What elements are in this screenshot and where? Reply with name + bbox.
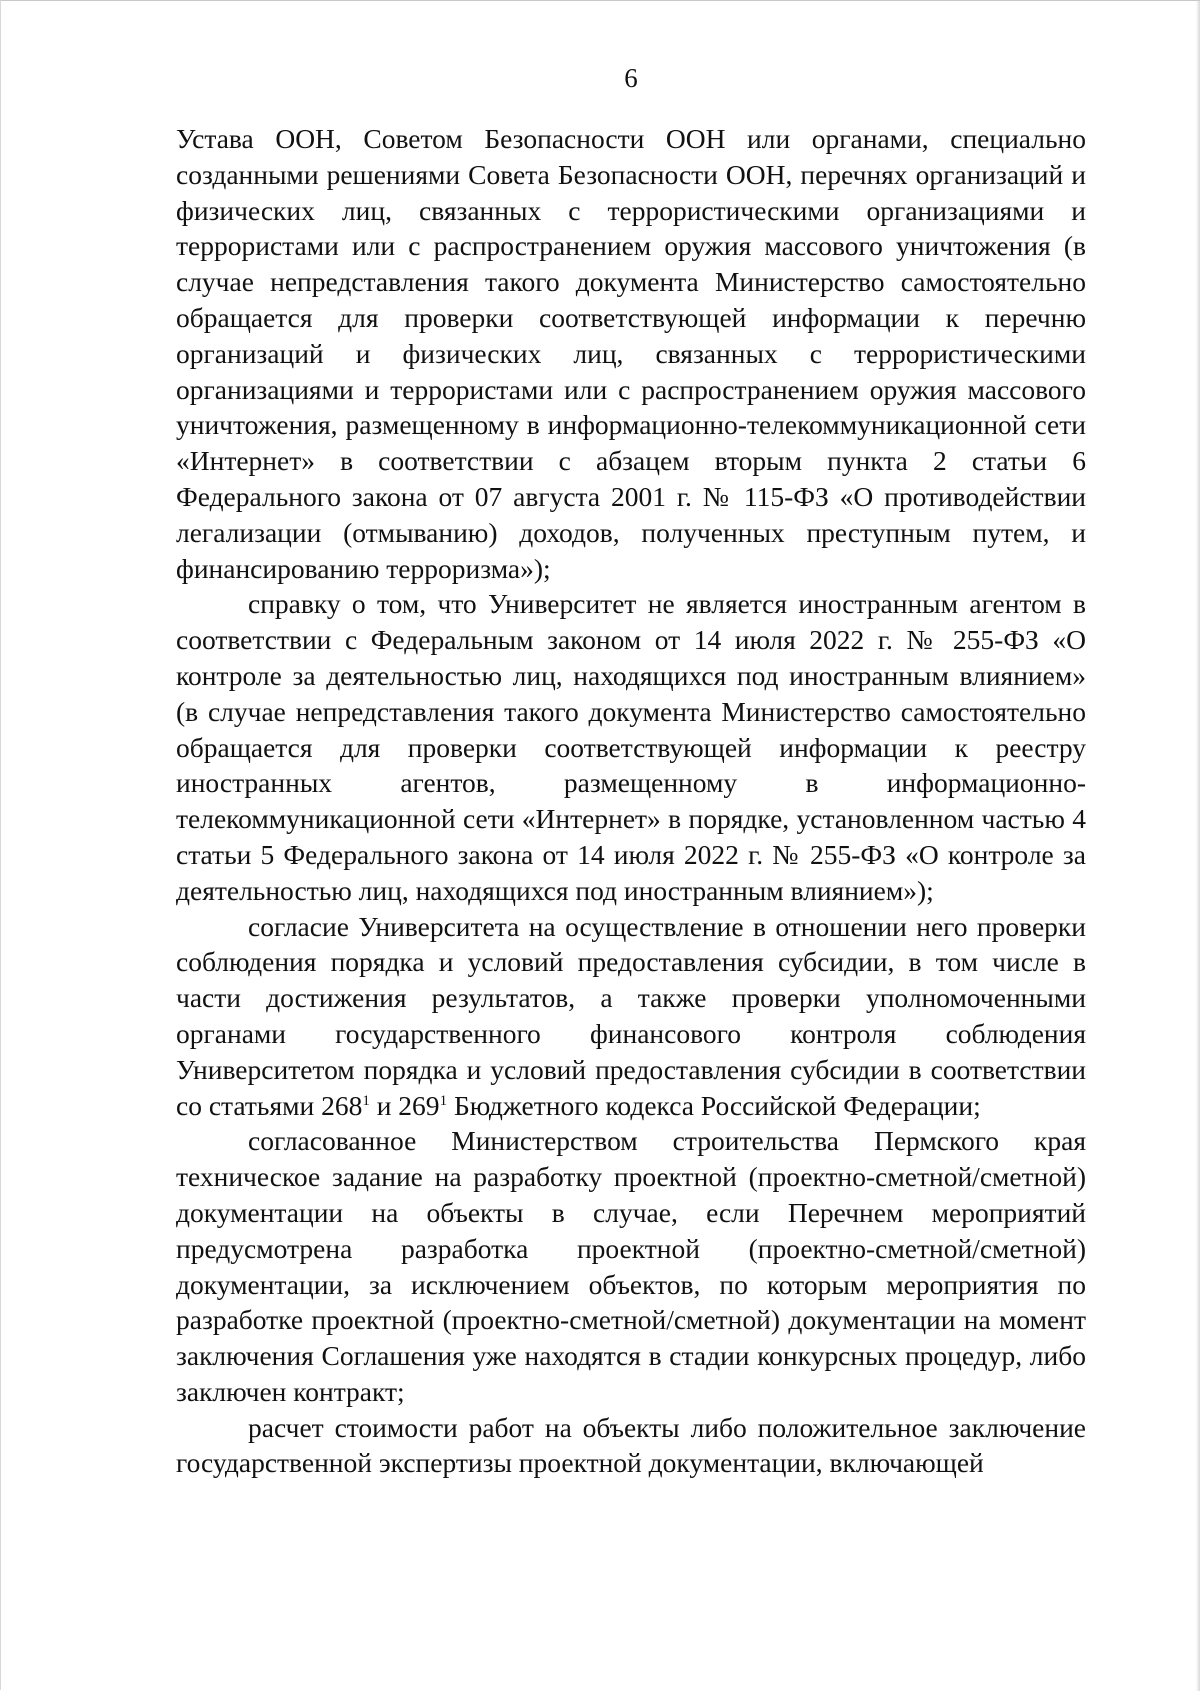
consent-text-before: согласие Университета на осуществление в отношении него проверки соблюдения порядка и условий предоставления субсидии, в том числе в части достижения результатов, а также проверки уполномоченными органами государственного финансового контроля соблюдения Университетом порядка и условий предоставления субсидии в соответствии со статьями 268 bbox=[176, 910, 1086, 1121]
paragraph-foreign-agent-certificate: справку о том, что Университет не является иностранным агентом в соответствии с Федеральным законом от 14 июля 2022 г. № 255-ФЗ «О контроле за деятельностью лиц, находящихся под иностранным влиянием» (в случае непредставления такого документа Министерство самостоятельно обращается для проверки соответствующей информации к реестру иностранных агентов, размещенному в информационно-телекоммуникационной сети «Интернет» в порядке, установленном частью 4 статьи 5 Федерального закона от 14 июля 2022 г. № 255-ФЗ «О контроле за деятельностью лиц, находящихся под иностранным влиянием»); bbox=[176, 588, 1086, 906]
paragraph-technical-assignment: согласованное Министерством строительства Пермского края техническое задание на разработку проектной (проектно-сметной/сметной) документации на объекты в случае, если Перечнем мероприятий предусмотрена разработка проектной (проектно-сметной/сметной) документации, за исключением объектов, по которым мероприятия по разработке проектной (проектно-сметной/сметной) документации на момент заключения Соглашения уже находятся в стадии конкурсных процедур, либо заключен контракт; bbox=[176, 1125, 1086, 1407]
consent-text-after: Бюджетного кодекса Российской Федерации; bbox=[447, 1089, 981, 1121]
superscript-article-268: 1 bbox=[362, 1092, 370, 1109]
paragraph-consent-to-audit bbox=[176, 909, 1086, 1124]
consent-text-middle: и 269 bbox=[369, 1089, 440, 1121]
paragraph-un-lists: Устава ООН, Советом Безопасности ООН или органами, специально созданными решениями Совета Безопасности ООН, перечнях организаций и физических лиц, связанных с террористическими организациями и террористами или с распространением оружия массового уничтожения (в случае непредставления такого документа Министерство самостоятельно обращается для проверки соответствующей информации к перечню организаций и физических лиц, связанных с террористическими организациями и террористами или с распространением оружия массового уничтожения, размещенному в информационно-телекоммуникационной сети «Интернет» в соответствии с абзацем вторым пункта 2 статьи 6 Федерального закона от 07 августа 2001 г. № 115-ФЗ «О противодействии легализации (отмыванию) доходов, полученных преступным путем, и финансированию терроризма»); bbox=[176, 123, 1086, 584]
superscript-article-269: 1 bbox=[439, 1092, 448, 1109]
document-body bbox=[176, 121, 1086, 1481]
paragraph-cost-calculation: расчет стоимости работ на объекты либо положительное заключение государственной экспертизы проектной документации, включающей bbox=[176, 1411, 1086, 1479]
page-number: 6 bbox=[624, 63, 638, 93]
scan-edge-shadow bbox=[1196, 1, 1200, 1691]
